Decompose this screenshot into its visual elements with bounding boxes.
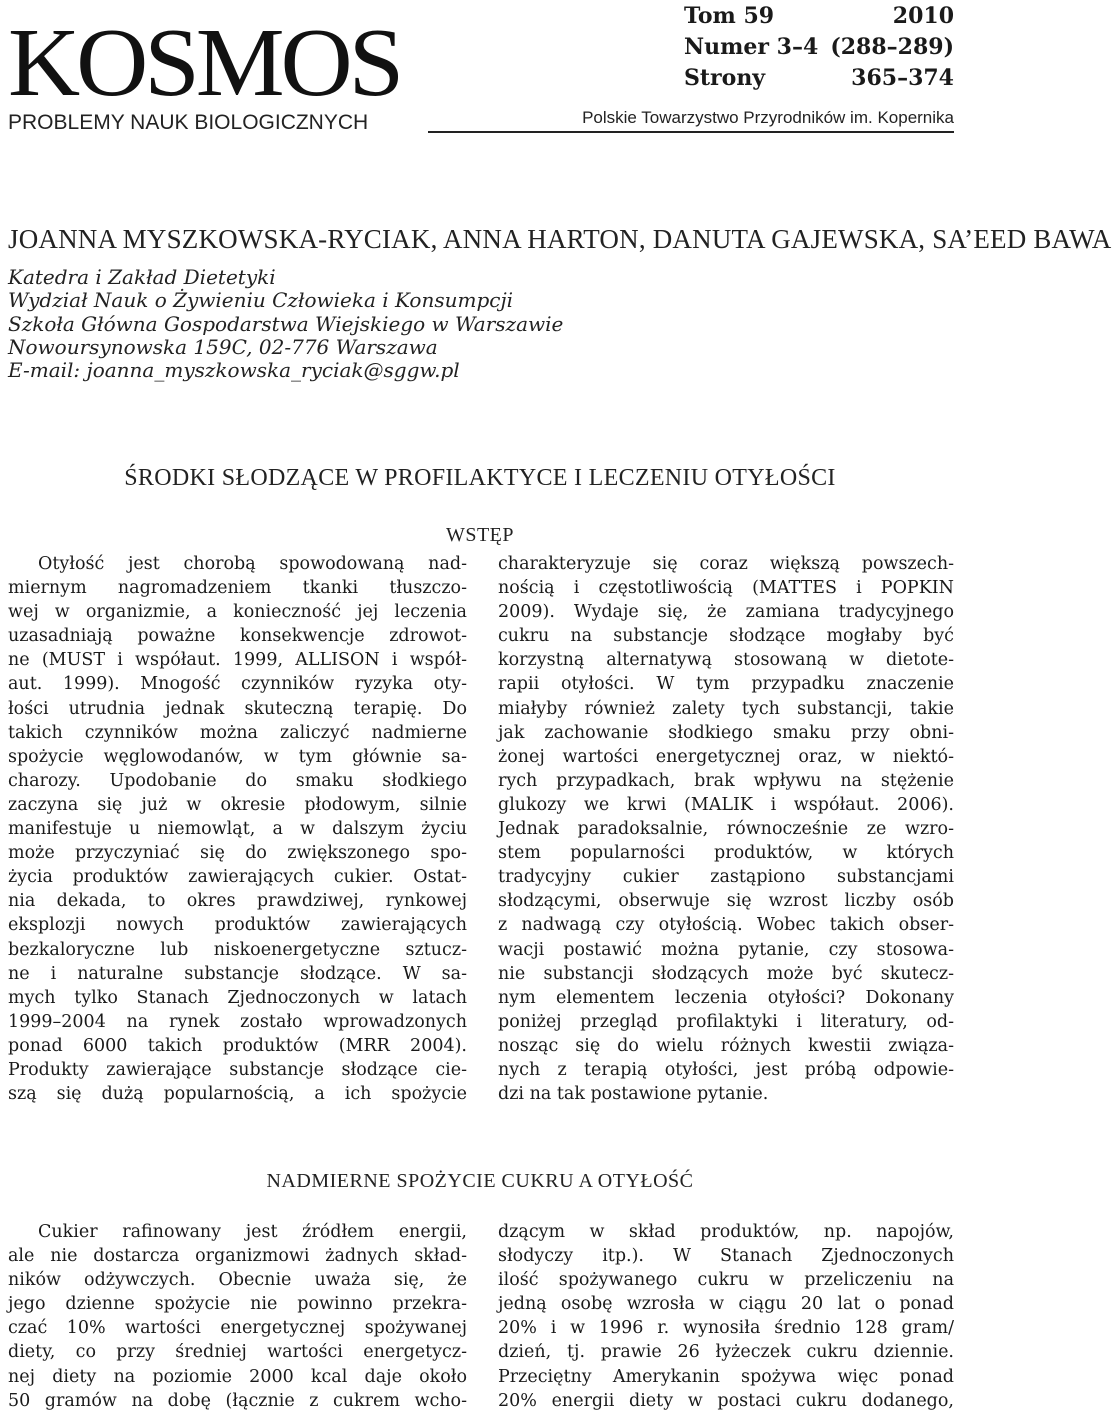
- paragraph-line: uzasadniają poważne konsekwencje zdrowot-: [8, 626, 467, 647]
- publisher: Polskie Towarzystwo Przyrodników im. Kopernika: [582, 108, 954, 127]
- paragraph-line: jego dzienne spożycie nie powinno przekra-: [8, 1294, 467, 1315]
- meta-label: Tom 59: [684, 3, 775, 29]
- paragraph-line: łości utrudnia jednak skuteczną terapię. Do: [8, 698, 467, 719]
- meta-label: Strony: [684, 65, 766, 91]
- paragraph-line: ne (MUST i współaut. 1999, ALLISON i współ-: [8, 650, 467, 671]
- paragraph-line: Przeciętny Amerykanin spożywa więc ponad: [498, 1366, 954, 1387]
- paragraph-line: Otyłość jest chorobą spowodowaną nad-: [38, 554, 467, 574]
- paragraph-line: 20% i w 1996 r. wynosiła średnio 128 gram/: [498, 1318, 954, 1339]
- paragraph-line: ale nie dostarcza organizmowi żadnych skład-: [8, 1246, 467, 1267]
- paragraph-line: aut. 1999). Mnogość czynników ryzyka oty-: [8, 674, 467, 695]
- section-heading-sugar: NADMIERNE SPOŻYCIE CUKRU A OTYŁOŚĆ: [266, 1170, 694, 1192]
- paragraph-line: słodyczy itp.). W Stanach Zjednoczonych: [498, 1246, 954, 1267]
- paragraph-line: 1999–2004 na rynek zostało wprowadzonych: [8, 1011, 467, 1032]
- journal-masthead: [0, 0, 960, 140]
- paragraph-line: żonej wartości energetycznej oraz, w niektó-: [498, 746, 954, 767]
- meta-pages: [684, 62, 954, 94]
- email-line: E-mail: joanna_myszkowska_ryciak@sggw.pl: [8, 358, 460, 383]
- meta-value: 365–374: [851, 65, 954, 91]
- meta-value: (288–289): [830, 34, 954, 60]
- paragraph-line: wej w organizmie, a konieczność jej leczenia: [8, 602, 467, 623]
- paragraph-line: Produkty zawierające substancje słodzące cie-: [8, 1059, 467, 1080]
- paragraph-line: nym elementem leczenia otyłości? Dokonany: [498, 987, 954, 1008]
- paragraph-line: 20% energii diety w postaci cukru dodanego,: [498, 1390, 954, 1411]
- affiliation-line: Szkoła Główna Gospodarstwa Wiejskiego w Warszawie: [8, 311, 564, 336]
- paragraph-line: poniżej przegląd profilaktyki i literatury, od-: [498, 1011, 954, 1032]
- paragraph-line: diety, co przy średniej wartości energetycz-: [8, 1342, 467, 1363]
- paragraph-line: miernym nagromadzeniem tkanki tłuszczo-: [8, 578, 467, 599]
- intro-right-column: [498, 552, 954, 1106]
- paragraph-line: takich czynników można zaliczyć nadmierne: [8, 722, 467, 743]
- paragraph-line: szą się dużą popularnością, a ich spożycie: [8, 1084, 467, 1105]
- paragraph-line: ponad 6000 takich produktów (MRR 2004).: [8, 1035, 467, 1056]
- affiliation-line: Nowoursynowska 159C, 02-776 Warszawa: [8, 334, 438, 359]
- paragraph-line: jedną osobę wzrosła w ciągu 20 lat o ponad: [498, 1294, 954, 1315]
- paragraph-line: nością i częstotliwością (MATTES i POPKIN: [498, 578, 954, 599]
- paragraph-line: cukru na substancje słodzące mogłaby być: [498, 626, 954, 647]
- paragraph-line: 50 gramów na dobę (łącznie z cukrem wcho-: [8, 1390, 467, 1411]
- paragraph-line: czać 10% wartości energetycznej spożywanej: [8, 1318, 467, 1339]
- paragraph-line: jak zachowanie słodkiego smaku przy obni-: [498, 722, 954, 743]
- paragraph-line: życia produktów zawierających cukier. Ostat-: [8, 867, 467, 888]
- paragraph-line: może przyczyniać się do zwiększonego spo-: [8, 843, 467, 864]
- affiliation-line: Wydział Nauk o Żywieniu Człowieka i Konsumpcji: [8, 288, 514, 313]
- paragraph-line: nej diety na poziomie 2000 kcal daje około: [8, 1366, 467, 1387]
- paragraph-line: nia dekada, to okres prawdziwej, rynkowej: [8, 891, 467, 912]
- paragraph-line: charozy. Upodobanie do smaku słodkiego: [8, 770, 467, 791]
- paragraph-line: nosząc się do wielu różnych kwestii związa-: [498, 1035, 954, 1056]
- paragraph-line: dzącym w skład produktów, np. napojów,: [498, 1222, 954, 1242]
- journal-subtitle: PROBLEMY NAUK BIOLOGICZNYCH: [8, 111, 369, 134]
- sugar-right-column: [498, 1220, 954, 1413]
- paragraph-line: wacji postawić można pytanie, czy stosowa-: [498, 939, 954, 960]
- paragraph-line: manifestuje u niemowląt, a w dalszym życiu: [8, 819, 467, 840]
- affiliation: [8, 266, 908, 382]
- paragraph-line: charakteryzuje się coraz większą powszech-: [498, 554, 954, 574]
- paragraph-line: Cukier rafinowany jest źródłem energii,: [38, 1222, 467, 1242]
- paragraph-line: nie substancji słodzących może być skutecz-: [498, 963, 954, 984]
- paragraph-line: 2009). Wydaje się, że zamiana tradycyjnego: [498, 602, 954, 623]
- paragraph-line: dzi na tak postawione pytanie.: [498, 1084, 769, 1105]
- meta-value: 2010: [892, 3, 954, 29]
- paragraph-line: słodzącymi, obserwuje się wzrost liczby osób: [498, 891, 954, 912]
- paragraph-line: dzień, tj. prawie 26 łyżeczek cukru dziennie.: [498, 1342, 954, 1363]
- journal-logo: KOSMOS: [8, 9, 401, 117]
- paragraph-line: z nadwagą czy otyłością. Wobec takich obser-: [498, 915, 954, 936]
- masthead-rule: [428, 131, 954, 133]
- paragraph-line: ników odżywczych. Obecnie uważa się, że: [8, 1270, 467, 1291]
- paragraph-line: spożycie węglowodanów, w tym głównie sa-: [8, 746, 467, 767]
- paragraph-line: glukozy we krwi (MALIK i współaut. 2006).: [498, 794, 954, 815]
- paragraph-line: eksplozji nowych produktów zawierających: [8, 915, 467, 936]
- paragraph-line: nych z terapią otyłości, jest próbą odpowie-: [498, 1059, 954, 1080]
- paragraph-line: ilość spożywanego cukru w przeliczeniu na: [498, 1270, 954, 1291]
- paragraph-line: korzystną alternatywą stosowaną w dietote-: [498, 650, 954, 671]
- paragraph-line: Jednak paradoksalnie, równocześnie ze wzro-: [498, 819, 954, 840]
- paragraph-line: zaczyna się już w okresie płodowym, silnie: [8, 794, 467, 815]
- meta-issue: [684, 31, 954, 63]
- paragraph-line: mych tylko Stanach Zjednoczonych w latach: [8, 987, 467, 1008]
- article-title: ŚRODKI SŁODZĄCE W PROFILAKTYCE I LECZENIU OTYŁOŚCI: [124, 465, 836, 491]
- paragraph-line: tradycyjny cukier zastąpiono substancjami: [498, 867, 954, 888]
- section-heading-intro: WSTĘP: [445, 524, 515, 546]
- authors: JOANNA MYSZKOWSKA-RYCIAK, ANNA HARTON, DANUTA GAJEWSKA, SA’EED BAWA: [8, 224, 1112, 254]
- paragraph-line: miałyby również zalety tych substancji, takie: [498, 698, 954, 719]
- paragraph-line: stem popularności produktów, w których: [498, 843, 954, 864]
- paragraph-line: rych przypadkach, brak wpływu na stężenie: [498, 770, 954, 791]
- paragraph-line: rapii otyłości. W tym przypadku znaczenie: [498, 674, 954, 695]
- paragraph-line: ne i naturalne substancje słodzące. W sa-: [8, 963, 467, 984]
- meta-label: Numer 3–4: [684, 34, 819, 60]
- paragraph-line: bezkaloryczne lub niskoenergetyczne sztucz-: [8, 939, 467, 960]
- meta-volume: [684, 0, 954, 32]
- affiliation-line: Katedra i Zakład Dietetyki: [8, 265, 276, 289]
- sugar-left-column: [8, 1220, 467, 1413]
- intro-left-column: [8, 552, 467, 1106]
